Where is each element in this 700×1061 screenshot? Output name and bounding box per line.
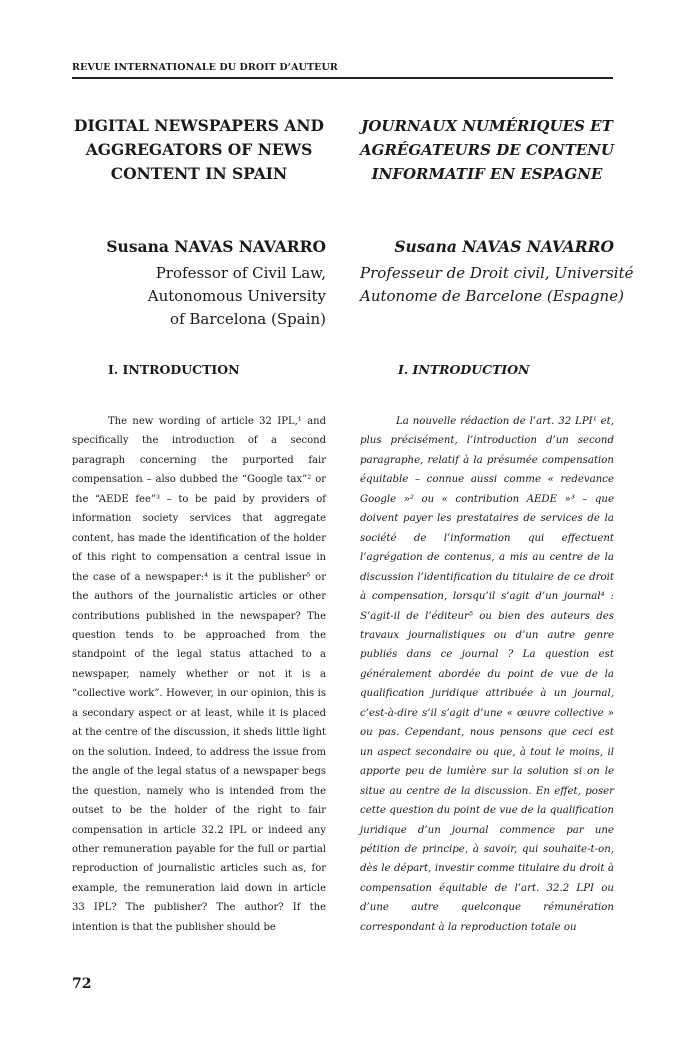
french-body — [360, 412, 614, 937]
running-title: REVUE INTERNATIONALE DU DROIT D’AUTEUR — [72, 62, 338, 73]
french-affiliation-line: Autonome de Barcelone (Espagne) — [360, 287, 624, 305]
english-title-line: CONTENT IN SPAIN — [110, 164, 288, 183]
french-author: Susana NAVAS NAVARRO — [394, 237, 614, 256]
english-title — [72, 114, 326, 186]
french-paragraph: La nouvelle rédaction de l’art. 32 LPI¹ et, plus précisément, l’introduction d’un second paragraphe, relatif à la présumée compensation équitable – connue aussi comme « redevance Google »² ou « contribution AEDE »³ – que doivent payer les prestataires de services de la société de l’information qui effectuent l’agrégation de contenus, a mis au centre de la discussion l’identification du titulaire de ce droit à compensation, lorsqu’il s’agit d’un journal⁴ : S’agit-il de l’éditeur⁵ ou bien des auteurs des travaux journalistiques ou d’un autre genre publiés dans ce journal ? La question est généralement abordée du point de vue de la qualification juridique attribuée à un journal, c’est-à-dire s’il s’agit d’une « œuvre collective » ou pas. Cependant, nous pensons que ceci est un aspect secondaire ou que, à tout le moins, il apporte peu de lumière sur la solution si on le situe au centre de la discussion. En effet, poser cette question du point de vue de la qualification juridique d’un journal commence par une pétition de principe, à savoir, qui souhaite-t-on, dès le départ, investir comme titulaire du droit à compensation équitable de l’art. 32.2 LPI ou d’une autre quelconque rémunération correspondant à la reproduction totale ou — [360, 416, 614, 933]
header-rule — [72, 77, 613, 79]
english-affiliation-line: Professor of Civil Law, — [155, 264, 326, 282]
english-affiliation-line: Autonomous University — [147, 287, 326, 305]
page-number: 72 — [72, 976, 92, 992]
english-title-line: DIGITAL NEWSPAPERS AND — [74, 116, 324, 135]
english-body — [72, 412, 326, 937]
english-author: Susana NAVAS NAVARRO — [106, 237, 326, 256]
french-affiliation — [360, 262, 634, 308]
french-title-line: AGRÉGATEURS DE CONTENU — [360, 141, 614, 159]
english-affiliation-line: of Barcelona (Spain) — [170, 310, 326, 328]
english-affiliation — [72, 262, 326, 331]
english-section-heading: I. INTRODUCTION — [108, 362, 240, 377]
french-title — [360, 114, 614, 186]
french-title-line: JOURNAUX NUMÉRIQUES ET — [361, 117, 613, 135]
english-title-line: AGGREGATORS OF NEWS — [85, 140, 313, 159]
french-section-heading: I. INTRODUCTION — [398, 362, 530, 377]
french-affiliation-line: Professeur de Droit civil, Université — [360, 264, 634, 282]
french-title-line: INFORMATIF EN ESPAGNE — [371, 165, 603, 183]
english-paragraph: The new wording of article 32 IPL,¹ and specifically the introduction of a second paragraph concerning the purported fair compensation – also dubbed the “Google tax”² or the “AEDE fee”³ – to be paid by providers of information society services that aggregate content, has made the identification of the holder of this right to compensation a central issue in the case of a newspaper:⁴ is it the publisher⁵ or the authors of the journalistic articles or other contributions published in the newspaper? The question tends to be approached from the standpoint of the legal status attached to a newspaper, namely whether or not it is a “collective work”. However, in our opinion, this is a secondary aspect or at least, while it is placed at the centre of the discussion, it sheds little light on the solution. Indeed, to address the issue from the angle of the legal status of a newspaper begs the question, namely who is intended from the outset to be the holder of the right to fair compensation in article 32.2 IPL or indeed any other remuneration payable for the full or partial reproduction of journalistic articles such as, for example, the remuneration laid down in article 33 IPL? The publisher? The author? If the intention is that the publisher should be — [72, 416, 326, 933]
